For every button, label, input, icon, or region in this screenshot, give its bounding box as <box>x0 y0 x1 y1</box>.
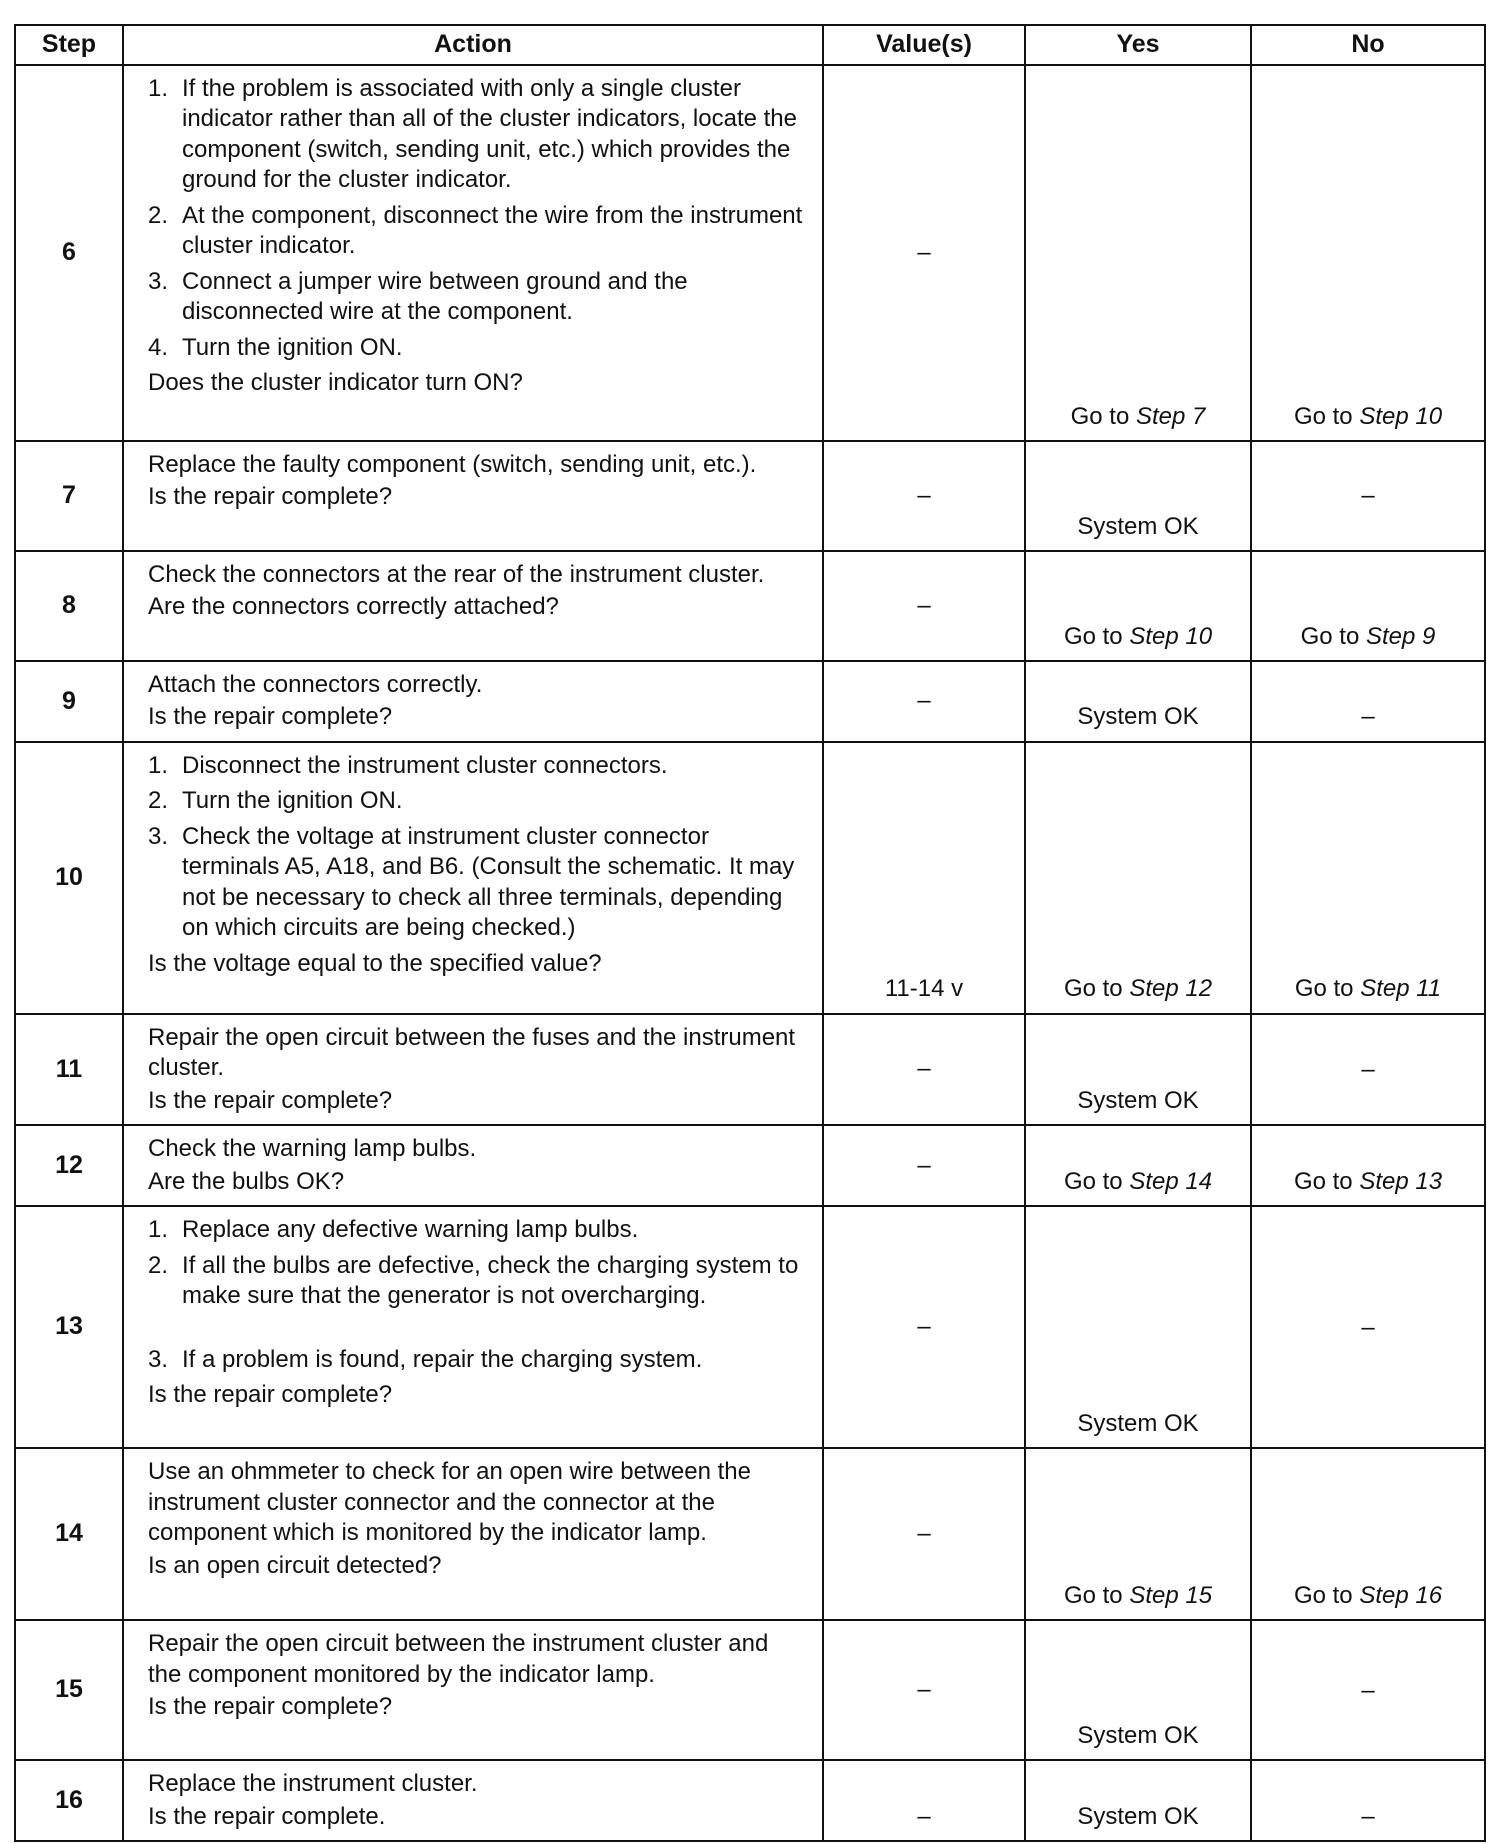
action-cell <box>123 65 823 441</box>
action-cell <box>123 1014 823 1125</box>
action-item: 2. If all the bulbs are defective, check the charging system to make sure that the generator is not overcharging. <box>148 1251 799 1310</box>
table-row <box>15 1620 1485 1760</box>
action-question: Is the repair complete. <box>148 1802 386 1830</box>
step-number: 8 <box>15 551 123 661</box>
action-question: Is the repair complete? <box>148 483 393 511</box>
header-action: Action <box>123 25 823 65</box>
value-cell: – <box>823 1125 1025 1206</box>
step-number: 11 <box>15 1014 123 1125</box>
yes-cell: System OK <box>1025 441 1251 551</box>
step-number: 6 <box>15 65 123 441</box>
step-number: 10 <box>15 742 123 1014</box>
no-cell: – <box>1251 1206 1485 1448</box>
action-question: Is the repair complete? <box>148 1086 393 1114</box>
header-yes: Yes <box>1025 25 1251 65</box>
value-cell: – <box>823 441 1025 551</box>
no-cell: – <box>1251 441 1485 551</box>
no-cell: – <box>1251 1760 1485 1841</box>
action-text: Attach the connectors correctly. <box>148 671 483 698</box>
step-number: 7 <box>15 441 123 551</box>
no-cell: Go to Step 16 <box>1251 1448 1485 1620</box>
table-row <box>15 661 1485 742</box>
table-row <box>15 1206 1485 1448</box>
action-question: Is the repair complete? <box>148 1381 393 1409</box>
action-cell <box>123 1206 823 1448</box>
table-row <box>15 1760 1485 1841</box>
action-text: Check the connectors at the rear of the instrument cluster. <box>148 561 765 588</box>
header-row <box>15 25 1485 65</box>
action-item: 2. At the component, disconnect the wire from the instrument cluster indicator. <box>148 201 803 260</box>
step-link: Step 11 <box>1360 975 1442 1003</box>
header-values: Value(s) <box>823 25 1025 65</box>
yes-cell: System OK <box>1025 1620 1251 1760</box>
value-cell: – <box>823 661 1025 742</box>
step-link: Step 14 <box>1129 1167 1213 1195</box>
header-step: Step <box>15 25 123 65</box>
step-number: 14 <box>15 1448 123 1620</box>
yes-cell: System OK <box>1025 1760 1251 1841</box>
no-cell: – <box>1251 1014 1485 1125</box>
step-link: Step 13 <box>1359 1167 1443 1195</box>
yes-cell: System OK <box>1025 1014 1251 1125</box>
action-cell <box>123 441 823 551</box>
value-cell: – <box>823 1206 1025 1448</box>
yes-cell: Go to Step 10 <box>1025 551 1251 661</box>
action-cell <box>123 1760 823 1841</box>
action-cell <box>123 1448 823 1620</box>
action-item: 3. Connect a jumper wire between ground and the disconnected wire at the component. <box>148 267 688 326</box>
value-cell: – <box>823 1620 1025 1760</box>
action-question: Is the repair complete? <box>148 703 393 731</box>
action-cell <box>123 661 823 742</box>
no-cell: Go to Step 11 <box>1251 742 1485 1014</box>
step-number: 9 <box>15 661 123 742</box>
table-row <box>15 1448 1485 1620</box>
step-link: Step 12 <box>1129 975 1213 1003</box>
yes-cell: System OK <box>1025 661 1251 742</box>
action-text: Check the warning lamp bulbs. <box>148 1135 477 1163</box>
value-cell: – <box>823 65 1025 441</box>
step-number: 16 <box>15 1760 123 1841</box>
yes-cell: Go to Step 7 <box>1025 65 1251 441</box>
table-row <box>15 65 1485 441</box>
yes-cell: Go to Step 15 <box>1025 1448 1251 1620</box>
step-link: Step 7 <box>1135 402 1206 430</box>
action-text: Use an ohmmeter to check for an open wire between the instrument cluster connector and the connector at the component which is monitored by the indicator lamp. <box>148 1458 751 1547</box>
value-cell: – <box>823 1014 1025 1125</box>
step-link: Step 15 <box>1129 1581 1213 1609</box>
no-cell: Go to Step 10 <box>1251 65 1485 441</box>
action-question: Is an open circuit detected? <box>148 1551 442 1579</box>
action-cell <box>123 1125 823 1206</box>
table-row <box>15 742 1485 1014</box>
diagnostic-table <box>14 24 1486 1842</box>
table-row <box>15 1125 1485 1206</box>
value-cell: – <box>823 1448 1025 1620</box>
no-cell: – <box>1251 1620 1485 1760</box>
action-item: 4. Turn the ignition ON. <box>148 333 403 361</box>
table-row <box>15 1014 1485 1125</box>
step-link: Step 10 <box>1129 622 1213 650</box>
action-text: Replace the faulty component (switch, sending unit, etc.). <box>148 451 757 478</box>
step-link: Step 9 <box>1365 622 1436 650</box>
yes-cell: System OK <box>1025 1206 1251 1448</box>
step-number: 13 <box>15 1206 123 1448</box>
action-item: 1. Replace any defective warning lamp bulbs. <box>148 1216 639 1244</box>
action-cell <box>123 742 823 1014</box>
action-cell <box>123 551 823 661</box>
table-row <box>15 551 1485 661</box>
step-link: Step 10 <box>1359 402 1443 430</box>
action-question: Are the connectors correctly attached? <box>148 593 559 621</box>
yes-cell: Go to Step 12 <box>1025 742 1251 1014</box>
step-link: Step 16 <box>1359 1581 1443 1609</box>
action-item: 2. Turn the ignition ON. <box>148 787 403 815</box>
table-row <box>15 441 1485 551</box>
action-question: Does the cluster indicator turn ON? <box>148 369 523 397</box>
action-item: 3. Check the voltage at instrument cluster connector terminals A5, A18, and B6. (Consult the schematic. It may not be necessary to check all three terminals, depending on which circuits are being checked.) <box>148 822 795 942</box>
header-no: No <box>1251 25 1485 65</box>
value-cell: – <box>823 551 1025 661</box>
action-text: Repair the open circuit between the fuses and the instrument cluster. <box>148 1023 796 1082</box>
action-text: Repair the open circuit between the instrument cluster and the component monitored by the indicator lamp. <box>148 1630 769 1688</box>
no-cell: – <box>1251 661 1485 742</box>
action-item: 3. If a problem is found, repair the charging system. <box>148 1345 703 1373</box>
action-question: Is the voltage equal to the specified value? <box>148 949 602 977</box>
action-question: Is the repair complete? <box>148 1693 393 1721</box>
yes-cell: Go to Step 14 <box>1025 1125 1251 1206</box>
action-item: 1. If the problem is associated with only a single cluster indicator rather than all of the cluster indicators, locate the component (switch, sending unit, etc.) which provides the ground for the cluster indicator. <box>148 75 797 194</box>
value-cell: – <box>823 1760 1025 1841</box>
action-cell <box>123 1620 823 1760</box>
step-number: 15 <box>15 1620 123 1760</box>
action-text: Replace the instrument cluster. <box>148 1770 478 1798</box>
no-cell: Go to Step 9 <box>1251 551 1485 661</box>
value-cell: 11-14 v <box>823 742 1025 1014</box>
action-item: 1. Disconnect the instrument cluster connectors. <box>148 751 668 779</box>
no-cell: Go to Step 13 <box>1251 1125 1485 1206</box>
step-number: 12 <box>15 1125 123 1206</box>
action-question: Are the bulbs OK? <box>148 1167 345 1195</box>
